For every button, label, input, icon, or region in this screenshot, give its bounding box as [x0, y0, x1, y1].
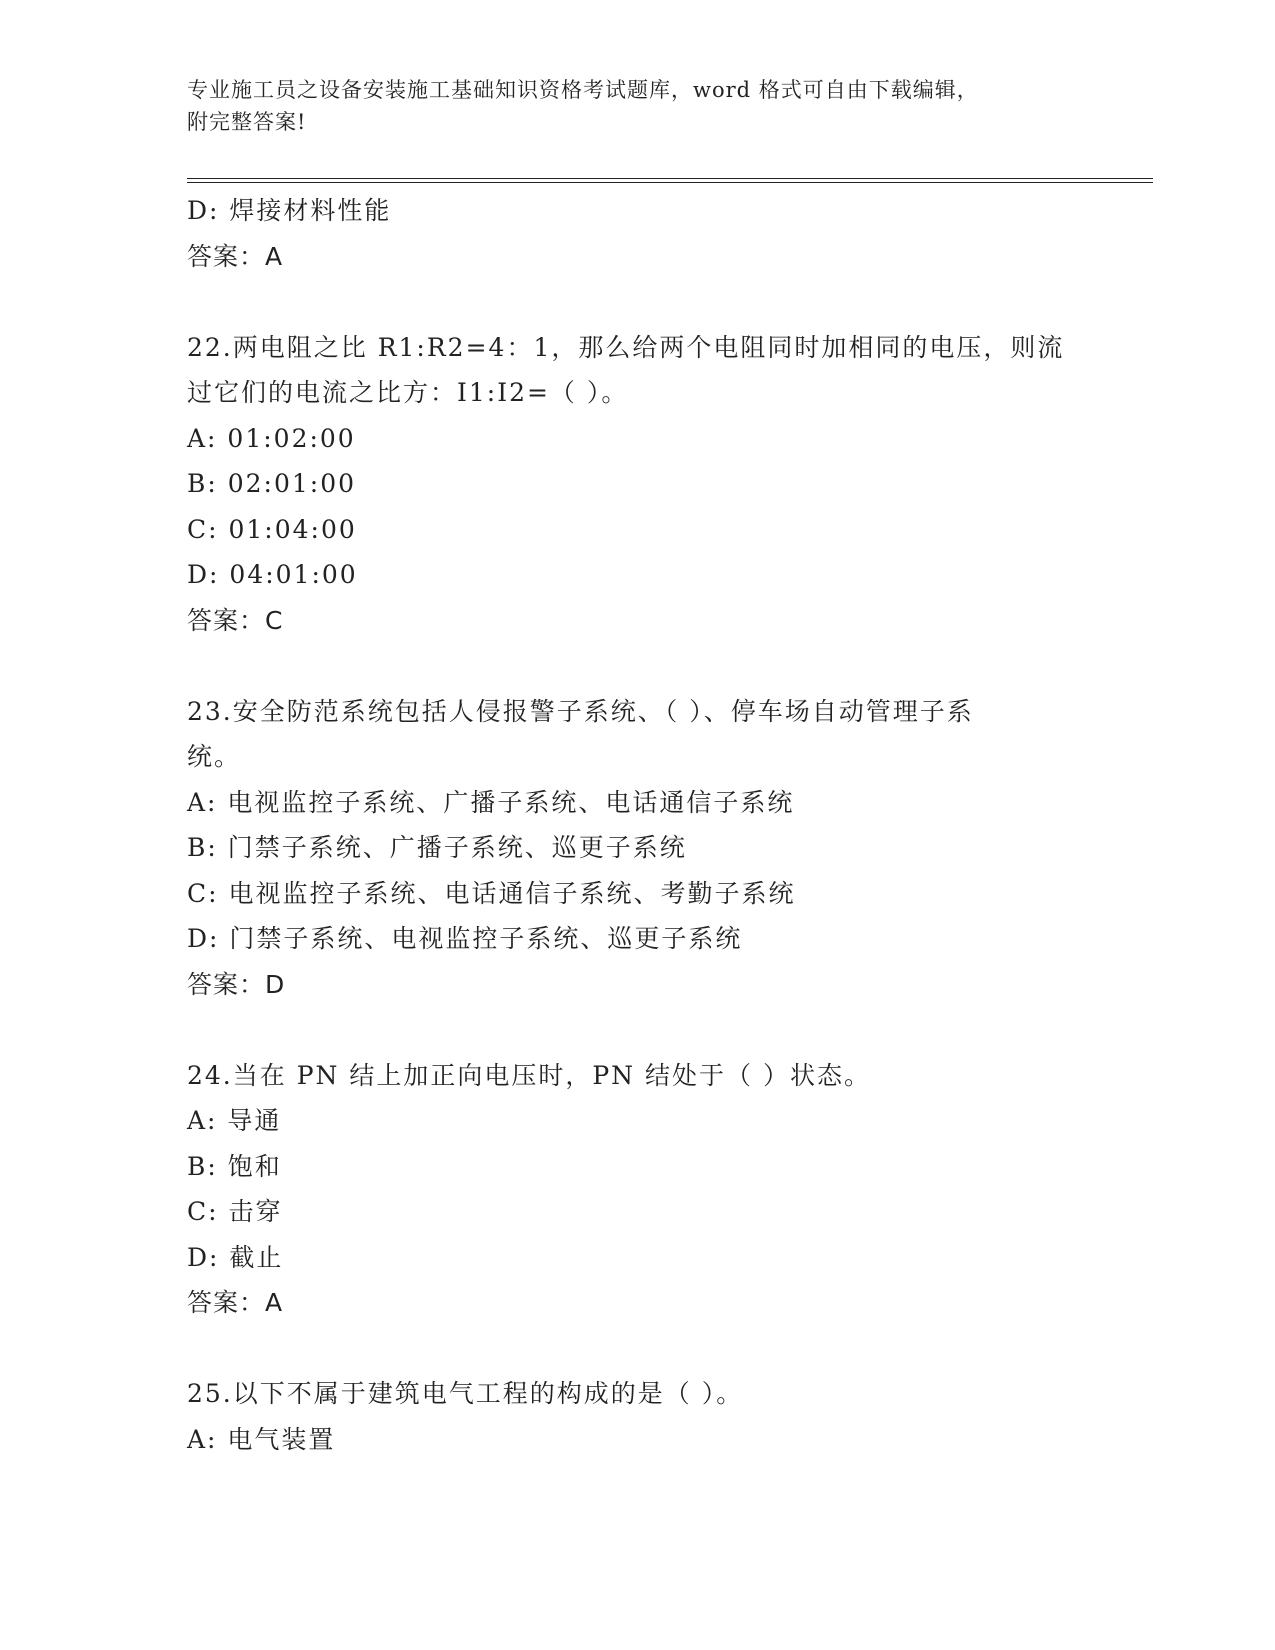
- option-b: B: 门禁子系统、广播子系统、巡更子系统: [187, 833, 687, 862]
- header-divider-bottom: [187, 182, 1153, 183]
- question-fragment: [187, 188, 1087, 279]
- answer-line: 答案：D: [187, 969, 286, 999]
- option-a: A: 01:02:00: [187, 423, 356, 453]
- option-a: A: 导通: [187, 1106, 282, 1135]
- spacer: [187, 279, 1087, 325]
- option-c: C: 击穿: [187, 1197, 283, 1226]
- answer-line: 答案：C: [187, 605, 284, 635]
- header-line-1: 专业施工员之设备安装施工基础知识资格考试题库，word 格式可自由下载编辑，: [187, 78, 979, 102]
- option-d: D: 04:01:00: [187, 560, 358, 589]
- page-header: [187, 74, 1067, 138]
- question-22: [187, 325, 1087, 644]
- question-list: [187, 188, 1087, 1462]
- question-stem-line: 统。: [187, 742, 242, 771]
- question-24: [187, 1053, 1087, 1326]
- answer-line: 答案：A: [187, 241, 284, 271]
- option-a: A: 电视监控子系统、广播子系统、电话通信子系统: [187, 787, 795, 817]
- option-c: C: 01:04:00: [187, 514, 357, 544]
- option-b: B: 02:01:00: [187, 469, 357, 498]
- question-25: [187, 1371, 1087, 1462]
- option-d: D: 门禁子系统、电视监控子系统、巡更子系统: [187, 924, 743, 953]
- answer-line: 答案：A: [187, 1288, 284, 1317]
- question-stem-line: 25.以下不属于建筑电气工程的构成的是（ ）。: [187, 1379, 744, 1408]
- header-divider-top: [187, 178, 1153, 179]
- option-c: C: 电视监控子系统、电话通信子系统、考勤子系统: [187, 878, 796, 908]
- header-line-2: 附完整答案!: [187, 110, 307, 134]
- option-a: A: 电气装置: [187, 1424, 336, 1454]
- question-23: [187, 689, 1087, 1008]
- question-stem-line: 23.安全防范系统包括人侵报警子系统、（ ）、停车场自动管理子系: [187, 696, 974, 726]
- option-d: D: 焊接材料性能: [187, 196, 392, 225]
- question-stem-line: 过它们的电流之比方：I1:I2=（ ）。: [187, 378, 629, 407]
- spacer: [187, 1007, 1087, 1053]
- spacer: [187, 643, 1087, 689]
- spacer: [187, 1326, 1087, 1372]
- question-stem-line: 24.当在 PN 结上加正向电压时，PN 结处于（ ）状态。: [187, 1060, 871, 1090]
- question-stem-line: 22.两电阻之比 R1:R2=4：1，那么给两个电阻同时加相同的电压，则流: [187, 332, 1065, 362]
- option-b: B: 饱和: [187, 1151, 282, 1181]
- option-d: D: 截止: [187, 1242, 284, 1272]
